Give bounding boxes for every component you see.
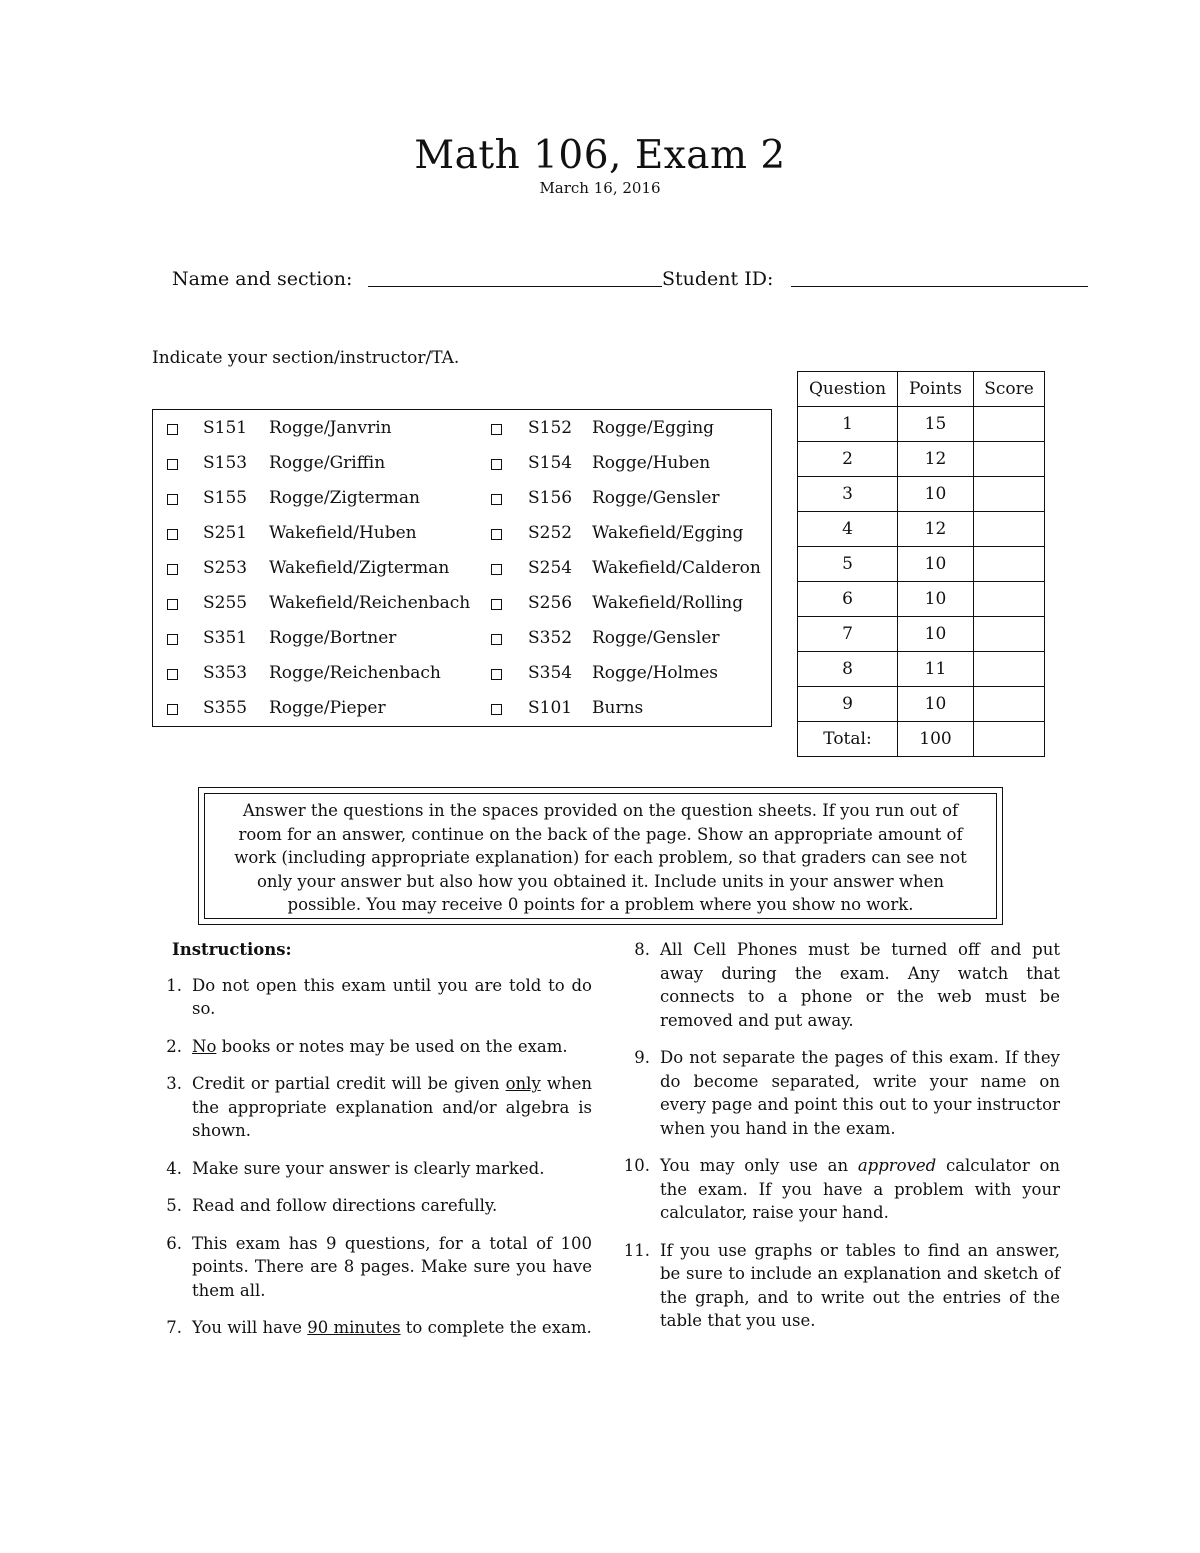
section-instructor-left: Wakefield/Huben <box>269 523 417 543</box>
section-code-left: S251 <box>203 523 248 543</box>
question-points: 15 <box>898 407 974 442</box>
score-row <box>798 582 1045 617</box>
instruction-underlined-text: 90 minutes <box>307 1318 401 1337</box>
section-code-left: S353 <box>203 663 248 683</box>
section-code-left: S155 <box>203 488 248 508</box>
question-number: 3 <box>798 477 898 512</box>
score-table <box>797 371 1045 757</box>
question-score-cell[interactable] <box>974 652 1045 687</box>
instruction-text-part: You will have <box>192 1318 308 1337</box>
section-checkbox-right[interactable] <box>491 564 502 575</box>
instructions-right-column <box>622 938 1060 1347</box>
question-score-cell[interactable] <box>974 512 1045 547</box>
section-code-left: S151 <box>203 418 248 438</box>
section-instructor-left: Wakefield/Reichenbach <box>269 593 471 613</box>
instruction-text <box>192 1318 592 1337</box>
header-score: Score <box>974 372 1045 407</box>
section-code-right: S154 <box>528 453 573 473</box>
instruction-text-part: to complete the exam. <box>400 1318 592 1337</box>
score-total-row <box>798 722 1045 757</box>
name-section-line[interactable] <box>368 286 662 287</box>
section-checkbox-right[interactable] <box>491 424 502 435</box>
student-id-line[interactable] <box>791 286 1088 287</box>
question-points: 10 <box>898 687 974 722</box>
question-points: 11 <box>898 652 974 687</box>
question-points: 10 <box>898 547 974 582</box>
section-row <box>153 418 771 453</box>
section-checkbox-left[interactable] <box>167 704 178 715</box>
instruction-item <box>622 1046 1060 1140</box>
section-instructor-right: Wakefield/Calderon <box>592 558 761 578</box>
instruction-item <box>162 1194 592 1218</box>
instruction-text-part: when the appropriate explanation and/or algebra is shown. <box>192 1074 592 1140</box>
question-number: 7 <box>798 617 898 652</box>
section-checkbox-left[interactable] <box>167 669 178 680</box>
question-number: 2 <box>798 442 898 477</box>
section-checkbox-right[interactable] <box>491 494 502 505</box>
instruction-text: Make sure your answer is clearly marked. <box>192 1158 545 1178</box>
section-instructor-left: Rogge/Pieper <box>269 698 386 718</box>
instruction-item <box>162 1316 592 1340</box>
question-points: 10 <box>898 617 974 652</box>
instruction-text: Read and follow directions carefully. <box>192 1196 498 1215</box>
section-code-right: S152 <box>528 418 573 438</box>
instruction-number: 3. <box>166 1074 182 1093</box>
score-row <box>798 652 1045 687</box>
instruction-number: 5. <box>166 1196 182 1215</box>
section-code-right: S101 <box>528 698 573 718</box>
section-instructor-right: Rogge/Huben <box>592 453 711 473</box>
instruction-number: 1. <box>166 975 182 995</box>
score-row <box>798 547 1045 582</box>
sections-box <box>152 409 772 727</box>
section-row <box>153 698 771 733</box>
instruction-item <box>162 1072 592 1143</box>
section-checkbox-right[interactable] <box>491 634 502 645</box>
instruction-text <box>192 1037 568 1056</box>
instruction-item <box>162 1232 592 1303</box>
section-code-left: S153 <box>203 453 248 473</box>
question-score-cell[interactable] <box>974 582 1045 617</box>
instruction-text: Do not open this exam until you are told to do so. <box>192 975 592 1018</box>
section-row <box>153 453 771 488</box>
student-id-label: Student ID: <box>662 268 774 290</box>
instruction-text: If you use graphs or tables to find an answer, be sure to include an explanation and sketch of the graph, and to write out the entries of the table that you use. <box>660 1240 1060 1330</box>
section-checkbox-right[interactable] <box>491 459 502 470</box>
instructions-left-column <box>162 938 592 1354</box>
question-score-cell[interactable] <box>974 687 1045 722</box>
instruction-text <box>192 1074 592 1140</box>
section-row <box>153 523 771 558</box>
instruction-number: 11. <box>623 1240 650 1260</box>
sections-prompt: Indicate your section/instructor/TA. <box>152 348 460 368</box>
instruction-item <box>622 938 1060 1032</box>
section-checkbox-left[interactable] <box>167 529 178 540</box>
total-points: 100 <box>898 722 974 757</box>
score-row <box>798 477 1045 512</box>
section-instructor-right: Rogge/Holmes <box>592 663 718 683</box>
instruction-item <box>162 1035 592 1059</box>
score-row <box>798 512 1045 547</box>
notice-box <box>198 787 1003 925</box>
exam-date: March 16, 2016 <box>539 179 661 197</box>
section-instructor-right: Wakefield/Rolling <box>592 593 744 613</box>
instruction-underlined-text: only <box>505 1074 541 1093</box>
instruction-number: 2. <box>166 1036 182 1056</box>
section-instructor-left: Rogge/Bortner <box>269 628 397 648</box>
total-label: Total: <box>798 722 898 757</box>
question-score-cell[interactable] <box>974 477 1045 512</box>
name-section-label: Name and section: <box>172 268 353 290</box>
section-checkbox-right[interactable] <box>491 529 502 540</box>
instruction-number: 10. <box>623 1156 650 1175</box>
section-instructor-left: Rogge/Reichenbach <box>269 663 441 683</box>
instruction-item <box>162 974 592 1021</box>
instruction-number: 4. <box>166 1158 182 1178</box>
section-code-right: S252 <box>528 523 573 543</box>
header-points: Points <box>898 372 974 407</box>
notice-text: Answer the questions in the spaces provided on the question sheets. If you run out of room for an answer, continue on the back of the page. Show an appropriate amount of work (including appropriate explanation) for each problem, so that graders can see not only your answer but also how you obtained it. Include units in your answer when possible. You may receive 0 points for a problem where you show no work. <box>204 793 997 919</box>
question-points: 12 <box>898 512 974 547</box>
section-code-right: S354 <box>528 663 573 683</box>
question-number: 6 <box>798 582 898 617</box>
instruction-text-part: You may only use an <box>660 1156 858 1175</box>
section-checkbox-left[interactable] <box>167 564 178 575</box>
section-checkbox-left[interactable] <box>167 634 178 645</box>
question-score-cell[interactable] <box>974 617 1045 652</box>
question-points: 12 <box>898 442 974 477</box>
section-code-right: S254 <box>528 558 573 578</box>
section-instructor-right: Rogge/Gensler <box>592 488 720 508</box>
section-instructor-left: Rogge/Janvrin <box>269 418 392 438</box>
section-checkbox-right[interactable] <box>491 599 502 610</box>
instruction-number: 9. <box>634 1048 650 1067</box>
exam-title: Math 106, Exam 2 <box>414 133 786 178</box>
section-instructor-right: Burns <box>592 698 644 718</box>
instruction-text: Do not separate the pages of this exam. If they do become separated, write your name on every page and point this out to your instructor when you hand in the exam. <box>660 1048 1060 1138</box>
section-row <box>153 558 771 593</box>
section-code-right: S256 <box>528 593 573 613</box>
section-instructor-right: Wakefield/Egging <box>592 523 744 543</box>
section-checkbox-left[interactable] <box>167 599 178 610</box>
section-code-left: S355 <box>203 698 248 718</box>
section-code-right: S156 <box>528 488 573 508</box>
instruction-text <box>660 1156 1060 1222</box>
instruction-number: 6. <box>166 1233 182 1253</box>
question-number: 1 <box>798 407 898 442</box>
question-number: 5 <box>798 547 898 582</box>
instruction-text-part: books or notes may be used on the exam. <box>216 1036 568 1056</box>
instruction-text-part: calculator on the exam. If you have a problem with your calculator, raise your hand. <box>660 1156 1061 1222</box>
section-instructor-left: Wakefield/Zigterman <box>269 558 450 578</box>
section-instructor-left: Rogge/Griffin <box>269 453 386 473</box>
question-points: 10 <box>898 582 974 617</box>
instruction-text: This exam has 9 questions, for a total of 100 points. There are 8 pages. Make sure you have them all. <box>192 1233 592 1300</box>
section-code-left: S351 <box>203 628 248 648</box>
score-table-header <box>798 372 1045 407</box>
section-instructor-left: Rogge/Zigterman <box>269 488 420 508</box>
section-checkbox-left[interactable] <box>167 459 178 470</box>
section-code-right: S352 <box>528 628 573 648</box>
section-code-left: S253 <box>203 558 248 578</box>
question-score-cell[interactable] <box>974 442 1045 477</box>
instruction-item <box>622 1154 1060 1225</box>
question-points: 10 <box>898 477 974 512</box>
score-row <box>798 442 1045 477</box>
instructions-heading: Instructions: <box>172 940 292 959</box>
instruction-text-part: Credit or partial credit will be given <box>192 1074 506 1093</box>
instruction-item <box>622 1239 1060 1333</box>
instruction-emphasis-text: approved <box>857 1156 937 1175</box>
question-score-cell[interactable] <box>974 407 1045 442</box>
instruction-number: 8. <box>634 940 650 959</box>
instruction-underlined-text: No <box>192 1036 217 1056</box>
instruction-item <box>162 1157 592 1181</box>
question-number: 8 <box>798 652 898 687</box>
question-number: 4 <box>798 512 898 547</box>
question-score-cell[interactable] <box>974 547 1045 582</box>
section-checkbox-left[interactable] <box>167 494 178 505</box>
section-row <box>153 628 771 663</box>
instruction-number: 7. <box>166 1318 182 1337</box>
section-row <box>153 663 771 698</box>
section-checkbox-left[interactable] <box>167 424 178 435</box>
section-checkbox-right[interactable] <box>491 669 502 680</box>
total-score-cell[interactable] <box>974 722 1045 757</box>
score-row <box>798 617 1045 652</box>
section-instructor-right: Rogge/Gensler <box>592 628 720 648</box>
header-question: Question <box>798 372 898 407</box>
section-checkbox-right[interactable] <box>491 704 502 715</box>
section-instructor-right: Rogge/Egging <box>592 418 715 438</box>
instruction-text: All Cell Phones must be turned off and put away during the exam. Any watch that connects to a phone or the web must be removed and put away. <box>660 940 1060 1030</box>
score-row <box>798 687 1045 722</box>
section-row <box>153 593 771 628</box>
question-number: 9 <box>798 687 898 722</box>
score-row <box>798 407 1045 442</box>
section-row <box>153 488 771 523</box>
section-code-left: S255 <box>203 593 248 613</box>
